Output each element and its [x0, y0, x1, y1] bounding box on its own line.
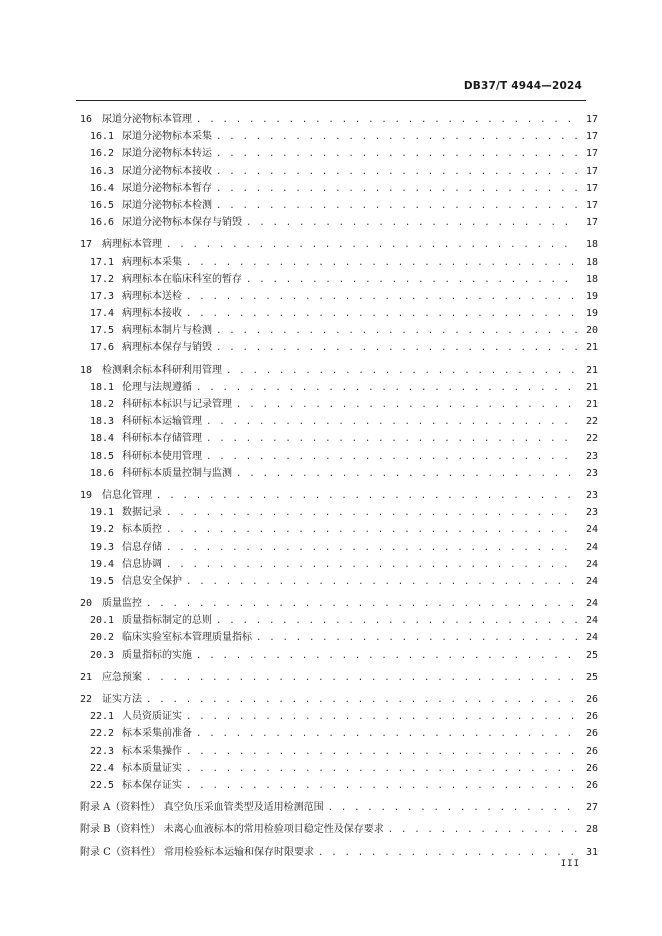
toc-dot-leader [226, 363, 578, 380]
toc-entry-page: 17 [585, 131, 598, 143]
toc-entry-title: 伦理与法规遵循 [122, 381, 192, 393]
toc-entry-number: 16.3 [90, 165, 115, 177]
toc-dot-leader [166, 237, 578, 254]
toc-entry-number: 20.2 [90, 632, 115, 644]
toc-entry-number: 22.5 [90, 779, 115, 791]
toc-entry-title: 科研标本存储管理 [122, 433, 202, 445]
toc-entry-number: 19.1 [90, 507, 115, 519]
toc-dot-leader [216, 340, 578, 357]
toc-entry-title: 数据记录 [122, 507, 162, 519]
toc-dot-leader [186, 255, 578, 272]
toc-entry-page: 21 [585, 399, 598, 410]
toc-entry-title: 标本质控 [122, 524, 162, 536]
toc-dot-leader [216, 323, 578, 340]
toc-dot-leader [216, 164, 578, 181]
toc-dot-leader [318, 845, 578, 862]
toc-entry-title: 科研标本标识与记录管理 [122, 399, 232, 410]
toc-entry-title: 质量监控 [102, 598, 142, 610]
toc-entry-number: 18.3 [90, 416, 115, 428]
toc-dot-leader [216, 198, 578, 215]
toc-entry-page: 17 [585, 182, 598, 194]
toc-dot-leader [256, 630, 578, 647]
toc-entry-page: 19 [585, 290, 598, 302]
toc-appendix-entry[interactable] [80, 821, 598, 838]
toc-entry-title: 临床实验室标本管理质量指标 [122, 632, 252, 644]
toc-entry-number: 16 [80, 114, 93, 125]
toc-entry-title: 病理标本接收 [122, 308, 182, 320]
toc-entry-number: 18.2 [90, 399, 115, 410]
toc-subentry[interactable] [80, 504, 598, 521]
toc-entry-title: 尿道分泌物标本采集 [122, 131, 212, 143]
toc-entry-page: 26 [585, 762, 598, 774]
toc-subentry[interactable] [80, 647, 598, 664]
toc-entry-page: 24 [585, 524, 598, 536]
toc-dot-leader [186, 574, 578, 591]
toc-subentry[interactable] [80, 612, 598, 629]
toc-entry-title: 病理标本在临床科室的暂存 [122, 273, 242, 285]
toc-dot-leader [186, 306, 578, 323]
toc-entry-page: 17 [585, 199, 598, 211]
toc-entry-title: 质量指标的实施 [122, 649, 192, 661]
toc-entry-title: 标本采集操作 [122, 745, 182, 757]
toc-entry-page: 19 [585, 308, 598, 320]
toc-dot-leader [388, 822, 578, 839]
toc-entry-title: 尿道分泌物标本暂存 [122, 182, 212, 194]
toc-entry-number: 22.1 [90, 711, 115, 723]
toc-appendix-entry[interactable] [80, 844, 598, 861]
toc-subentry[interactable] [80, 430, 598, 447]
toc-chapter-entry[interactable] [80, 111, 598, 128]
toc-entry-number: 20.1 [90, 615, 115, 627]
toc-entry-title: 附录 B（资料性） 未离心血液标本的常用检验项目稳定性及保存要求 [80, 824, 384, 836]
toc-dot-leader [166, 557, 578, 574]
toc-entry-page: 24 [585, 598, 598, 610]
toc-entry-number: 20.3 [90, 649, 115, 661]
toc-dot-leader [216, 613, 578, 630]
toc-chapter-entry[interactable] [80, 691, 598, 708]
toc-entry-number: 18.4 [90, 433, 115, 445]
toc-dot-leader [146, 692, 578, 709]
toc-entry-title: 质量指标制定的总则 [122, 615, 212, 627]
toc-subentry[interactable] [80, 163, 598, 180]
toc-dot-leader [328, 800, 578, 817]
toc-entry-number: 17.3 [90, 290, 115, 302]
toc-entry-page: 18 [585, 256, 598, 268]
toc-entry-page: 23 [585, 467, 598, 479]
toc-entry-number: 22.3 [90, 745, 115, 757]
toc-entry-page: 23 [585, 489, 598, 501]
toc-entry-number: 16.2 [90, 148, 115, 160]
toc-entry-title: 附录 C（资料性） 常用检验标本运输和保存时限要求 [80, 846, 315, 858]
toc-dot-leader [166, 522, 578, 539]
table-of-contents [80, 111, 598, 861]
toc-entry-title: 标本采集前准备 [122, 728, 192, 740]
toc-entry-title: 尿道分泌物标本接收 [122, 165, 212, 177]
toc-entry-number: 17 [80, 239, 93, 251]
toc-entry-title: 信息化管理 [102, 489, 152, 501]
toc-entry-number: 17.6 [90, 342, 115, 354]
toc-entry-number: 17.4 [90, 308, 115, 320]
toc-entry-number: 22.2 [90, 728, 115, 740]
toc-entry-page: 26 [585, 745, 598, 757]
toc-entry-title: 尿道分泌物标本保存与销毁 [122, 217, 242, 229]
toc-entry-number: 18 [80, 364, 93, 376]
toc-entry-page: 17 [585, 165, 598, 177]
toc-subentry[interactable] [80, 214, 598, 231]
toc-entry-title: 标本保存证实 [122, 779, 182, 791]
toc-subentry[interactable] [80, 725, 598, 742]
header-rule [76, 100, 586, 101]
toc-entry-page: 22 [585, 416, 598, 428]
toc-entry-page: 17 [585, 217, 598, 229]
toc-entry-title: 科研标本质量控制与监测 [122, 467, 232, 479]
toc-dot-leader [206, 414, 578, 431]
toc-entry-title: 科研标本使用管理 [122, 450, 202, 462]
toc-entry-title: 病理标本采集 [122, 256, 182, 268]
toc-dot-leader [186, 778, 578, 795]
toc-entry-page: 23 [585, 450, 598, 462]
toc-entry-number: 17.1 [90, 256, 115, 268]
toc-entry-number: 18.5 [90, 450, 115, 462]
toc-appendix-entry[interactable] [80, 799, 598, 816]
toc-entry-number: 16.4 [90, 182, 115, 194]
toc-entry-number: 16.6 [90, 217, 115, 229]
toc-subentry[interactable] [80, 305, 598, 322]
toc-dot-leader [186, 761, 578, 778]
document-code: DB37/T 4944—2024 [463, 80, 582, 92]
toc-entry-title: 证实方法 [102, 694, 142, 705]
toc-chapter-entry[interactable] [80, 236, 598, 253]
toc-entry-page: 24 [585, 558, 598, 570]
toc-subentry[interactable] [80, 379, 598, 396]
toc-dot-leader [246, 272, 578, 289]
toc-subentry[interactable] [80, 708, 598, 725]
toc-entry-number: 16.1 [90, 131, 115, 143]
toc-entry-title: 病理标本管理 [102, 239, 162, 251]
toc-entry-title: 病理标本保存与销毁 [122, 342, 212, 354]
toc-subentry[interactable] [80, 760, 598, 777]
toc-subentry[interactable] [80, 145, 598, 162]
toc-chapter-entry[interactable] [80, 487, 598, 504]
toc-dot-leader [146, 596, 578, 613]
toc-entry-title: 信息安全保护 [122, 575, 182, 587]
toc-entry-number: 21 [80, 671, 93, 683]
toc-entry-title: 科研标本运输管理 [122, 416, 202, 428]
toc-entry-page: 26 [585, 779, 598, 791]
toc-entry-page: 18 [585, 239, 598, 251]
toc-dot-leader [206, 449, 578, 466]
toc-entry-number: 19 [80, 489, 93, 501]
toc-chapter-entry[interactable] [80, 362, 598, 379]
toc-subentry[interactable] [80, 777, 598, 794]
toc-entry-title: 应急预案 [102, 671, 142, 683]
toc-subentry[interactable] [80, 521, 598, 538]
toc-entry-page: 28 [585, 824, 598, 836]
toc-subentry[interactable] [80, 288, 598, 305]
toc-entry-title: 人员资质证实 [122, 711, 182, 723]
toc-dot-leader [236, 397, 578, 414]
toc-dot-leader [146, 670, 578, 687]
toc-dot-leader [236, 466, 578, 483]
toc-entry-number: 17.2 [90, 273, 115, 285]
toc-entry-number: 22 [80, 694, 93, 705]
toc-subentry[interactable] [80, 539, 598, 556]
toc-dot-leader [216, 129, 578, 146]
toc-subentry[interactable] [80, 128, 598, 145]
toc-entry-number: 18.6 [90, 467, 115, 479]
toc-dot-leader [186, 744, 578, 761]
toc-dot-leader [196, 648, 578, 665]
page-number: III [560, 859, 580, 869]
toc-entry-page: 26 [585, 728, 598, 740]
toc-subentry[interactable] [80, 254, 598, 271]
toc-dot-leader [166, 505, 578, 522]
toc-subentry[interactable] [80, 197, 598, 214]
toc-entry-page: 26 [585, 711, 598, 723]
toc-dot-leader [196, 726, 578, 743]
toc-entry-number: 16.5 [90, 199, 115, 211]
toc-entry-page: 21 [585, 364, 598, 376]
toc-subentry[interactable] [80, 743, 598, 760]
toc-subentry[interactable] [80, 180, 598, 197]
toc-dot-leader [216, 146, 578, 163]
toc-entry-page: 31 [585, 846, 598, 858]
toc-entry-page: 22 [585, 433, 598, 445]
toc-entry-page: 17 [585, 148, 598, 160]
toc-dot-leader [216, 181, 578, 198]
toc-dot-leader [186, 709, 578, 726]
toc-entry-page: 24 [585, 541, 598, 553]
toc-entry-page: 17 [585, 114, 598, 125]
toc-entry-title: 尿道分泌物标本管理 [102, 114, 192, 125]
toc-entry-page: 26 [585, 694, 598, 705]
toc-entry-title: 病理标本制片与检测 [122, 325, 212, 337]
toc-entry-title: 病理标本送检 [122, 290, 182, 302]
toc-entry-number: 22.4 [90, 762, 115, 774]
toc-subentry[interactable] [80, 339, 598, 356]
toc-entry-number: 19.4 [90, 558, 115, 570]
toc-entry-number: 17.5 [90, 325, 115, 337]
toc-chapter-entry[interactable] [80, 669, 598, 686]
toc-entry-page: 23 [585, 507, 598, 519]
toc-entry-page: 20 [585, 325, 598, 337]
toc-subentry[interactable] [80, 556, 598, 573]
toc-entry-number: 20 [80, 598, 93, 610]
toc-entry-title: 尿道分泌物标本转运 [122, 148, 212, 160]
toc-subentry[interactable] [80, 465, 598, 482]
toc-chapter-entry[interactable] [80, 595, 598, 612]
toc-subentry[interactable] [80, 271, 598, 288]
toc-entry-title: 尿道分泌物标本检测 [122, 199, 212, 211]
toc-entry-number: 19.3 [90, 541, 115, 553]
toc-subentry[interactable] [80, 448, 598, 465]
toc-dot-leader [166, 540, 578, 557]
toc-entry-page: 21 [585, 381, 598, 393]
toc-subentry[interactable] [80, 629, 598, 646]
toc-entry-page: 24 [585, 632, 598, 644]
toc-dot-leader [196, 112, 578, 129]
toc-entry-page: 25 [585, 649, 598, 661]
toc-dot-leader [156, 488, 578, 505]
toc-entry-page: 24 [585, 575, 598, 587]
toc-entry-number: 18.1 [90, 381, 115, 393]
toc-dot-leader [246, 215, 578, 232]
toc-entry-number: 19.5 [90, 575, 115, 587]
toc-subentry[interactable] [80, 396, 598, 413]
toc-entry-page: 21 [585, 342, 598, 354]
toc-entry-title: 信息协调 [122, 558, 162, 570]
toc-dot-leader [186, 289, 578, 306]
toc-entry-page: 18 [585, 273, 598, 285]
toc-subentry[interactable] [80, 573, 598, 590]
toc-entry-title: 附录 A（资料性） 真空负压采血管类型及适用检测范围 [80, 802, 324, 814]
toc-dot-leader [196, 380, 578, 397]
toc-entry-title: 检测剩余标本科研利用管理 [102, 364, 222, 376]
toc-dot-leader [206, 431, 578, 448]
toc-entry-title: 信息存储 [122, 541, 162, 553]
toc-entry-title: 标本质量证实 [122, 762, 182, 774]
toc-entry-page: 25 [585, 671, 598, 683]
toc-subentry[interactable] [80, 413, 598, 430]
toc-entry-page: 27 [585, 802, 598, 814]
toc-entry-page: 24 [585, 615, 598, 627]
toc-subentry[interactable] [80, 322, 598, 339]
toc-entry-number: 19.2 [90, 524, 115, 536]
